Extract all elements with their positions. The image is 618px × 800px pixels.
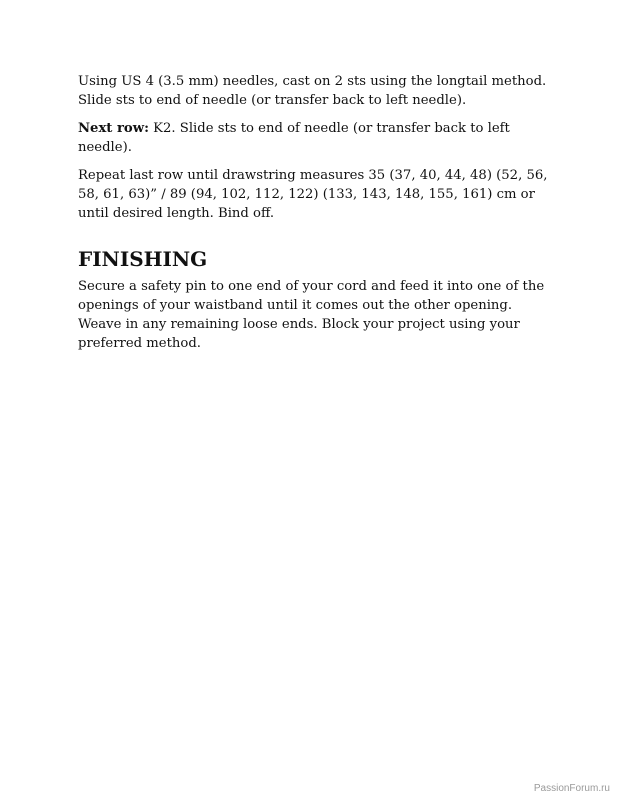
finishing-paragraph (78, 277, 548, 353)
watermark: PassionForum.ru (533, 783, 610, 794)
finishing-heading: FINISHING (78, 247, 208, 271)
finishing-text: Secure a safety pin to one end of your cord and feed it into one of the openings of your waistband until it comes out the other opening. Weave in any remaining loose ends. Block your project using your preferred method. (78, 279, 545, 351)
next-row-text: K2. Slide sts to end of needle (or transfer back to left needle). (78, 121, 510, 155)
cast-on-paragraph (78, 72, 548, 110)
document-page (78, 72, 548, 362)
next-row-paragraph (78, 119, 548, 157)
repeat-paragraph (78, 166, 548, 223)
repeat-text: Repeat last row until drawstring measures 35 (37, 40, 44, 48) (52, 56, 58, 61, 63)” / 89 (94, 102, 112, 122) (133, 143, 148, 155, 161) cm or until desired length. Bind off. (78, 168, 548, 221)
cast-on-text: Using US 4 (3.5 mm) needles, cast on 2 sts using the longtail method. Slide sts to end of needle (or transfer back to left needle). (78, 74, 547, 108)
next-row-label: Next row: (78, 121, 149, 136)
